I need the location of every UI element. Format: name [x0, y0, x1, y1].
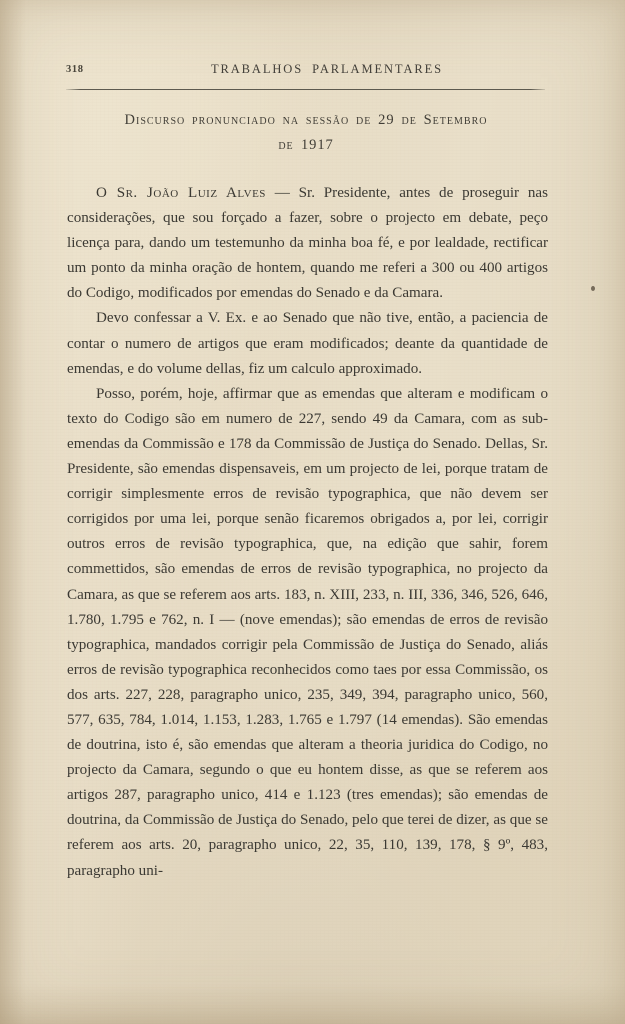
paragraph-2: Devo confessar a V. Ex. e ao Senado que não tive, então, a paciencia de contar o numero de artigos que eram modificados; deante da quantidade de emendas, e do volume dellas, fiz um calculo approximado. — [67, 310, 548, 377]
speech-heading-line-1: Discurso pronunciado na sessão de 29 de Setembro — [124, 112, 488, 128]
speech-heading — [66, 108, 546, 159]
speech-heading-line-2: de 1917 — [278, 137, 334, 154]
folio-page-number: 318 — [66, 64, 84, 75]
paragraph-1-text: — Sr. Presidente, antes de proseguir nas considerações, que sou forçado a fazer, sobre o projecto em debate, peço licença para, dando um testemunho da minha boa fé, e por lealdade, rectificar um ponto da minha oração de hontem, quando me referi a 300 ou 400 artigos do Codigo, modificados por emendas do Senado e da Camara. — [67, 185, 549, 302]
running-head-title: TRABALHOS PARLAMENTARES — [210, 62, 444, 76]
paper-speck-artifact — [591, 286, 595, 291]
header-rule-divider — [66, 89, 545, 90]
paragraph-3: Posso, porém, hoje, affirmar que as emendas que alteram e modificam o texto do Codigo são em numero de 227, sendo 49 da Camara, com as sub-emendas da Commissão e 178 da Commissão de Justiça do Senado. Dellas, Sr. Presidente, são emendas dispensaveis, em um projecto de lei, porque tratam de corrigir simplesmente erros de revisão typographica, que não devem ser corrigidos por uma lei, porque senão ficaremos obrigados a, por lei, corrigir outros erros de revisão typographica, que, na edição que sahir, forem commettidos, são emendas de erros de revisão typographica, no projecto da Camara, as que se referem aos arts. 183, n. XIII, 233, n. III, 336, 346, 526, 646, 1.780, 1.795 e 762, n. I — (nove emendas); são emendas de erros de revisão typographica, mandados corrigir pela Commissão de Justiça do Senado, aliás erros de revisão typographica reconhecidos como taes por essa Commissão, os dos arts. 227, 228, paragrapho unico, 235, 349, 394, paragrapho unico, 560, 577, 635, 784, 1.014, 1.153, 1.283, 1.765 e 1.797 (14 emendas). São emendas de doutrina, isto é, são emendas que alteram a theoria juridica do Codigo, no projecto da Camara, segundo o que eu hontem disse, as que se referem aos artigos 287, paragrapho unico, 414 e 1.123 (tres emendas); são emendas de doutrina, da Commissão de Justiça do Senado, pelo que terei de dizer, as que se referem aos arts. 20, paragrapho unico, 22, 35, 110, 139, 178, § 9º, 483, paragrapho uni- — [67, 385, 548, 879]
body-text-block — [67, 181, 548, 884]
speaker-name: O Sr. João Luiz Alves — [96, 185, 266, 201]
left-edge-shading — [0, 0, 26, 1024]
paragraph-1 — [67, 181, 548, 306]
running-head — [66, 62, 546, 84]
bottom-edge-shading — [0, 984, 625, 1024]
